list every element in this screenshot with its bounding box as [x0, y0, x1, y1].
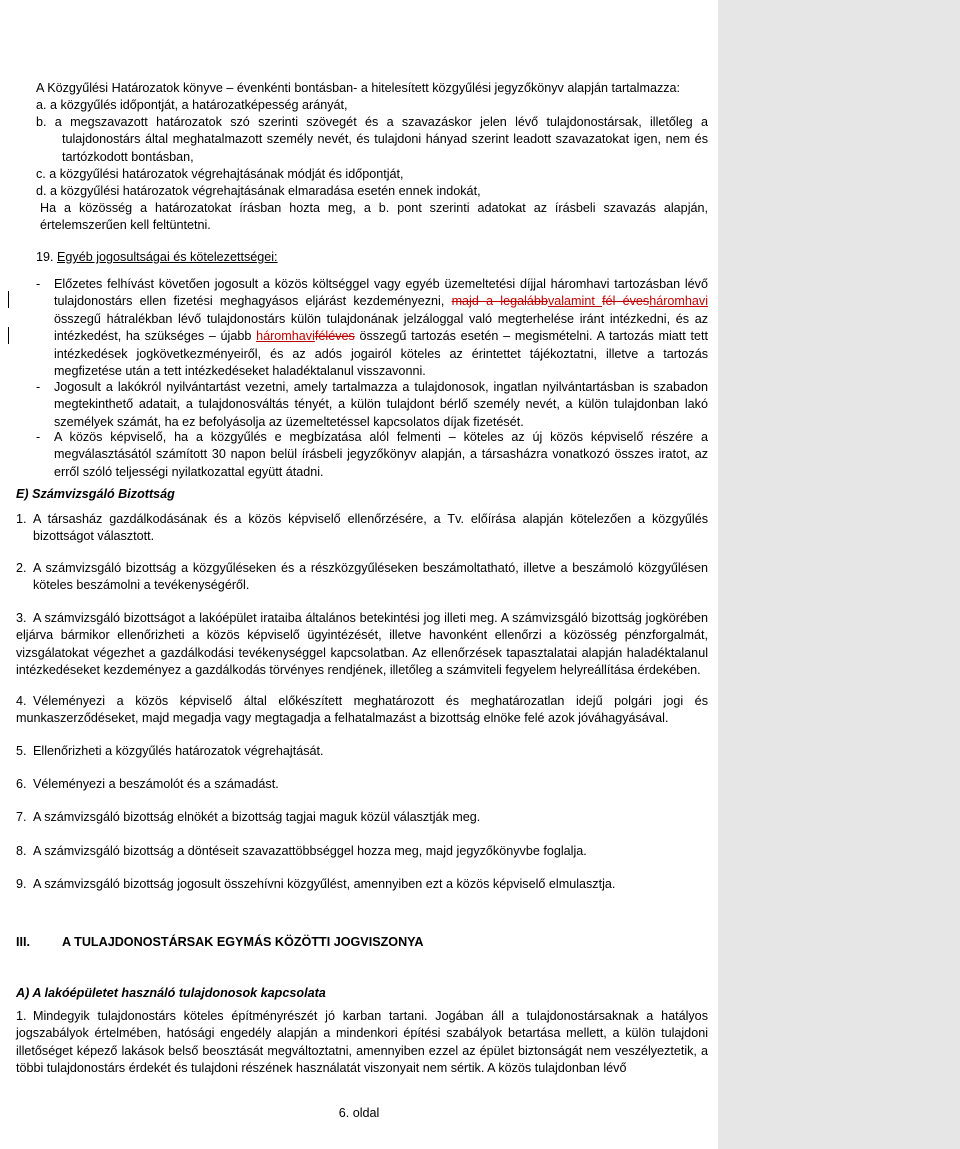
duty-text: Előzetes felhívást követően jogosult a közös költséggel vagy egyéb üzemeltetési díjjal háromhavi tartozásban lévő tulajdonostárs ellen fizetési meghagyásos eljárást kezdeményezni,	[54, 277, 708, 309]
section-a-title: A) A lakóépületet használó tulajdonosok kapcsolata	[16, 986, 326, 1000]
deleted-text: majd a legalább	[451, 294, 548, 309]
section-e-item-3	[16, 610, 708, 680]
item-number: 5.	[16, 744, 27, 758]
item-text: A számvizsgáló bizottság a közgyűléseken és a részközgyűléseken beszámoltatható, illetve a beszámoló közgyűlésen köteles beszámolni a tevékenységéről.	[33, 561, 708, 593]
section-iii-number: III.	[16, 935, 30, 949]
intro-item-d: d. a közgyűlési határozatok végrehajtásának elmaradása esetén ennek indokát,	[36, 184, 481, 198]
dash-marker: -	[36, 277, 41, 291]
intro-item-a: a. a közgyűlés időpontját, a határozatképesség arányát,	[36, 98, 348, 112]
intro-line: A Közgyűlési Határozatok könyve – évenkénti bontásban- a hitelesített közgyűlési jegyzőkönyv alapján tartalmazza:	[36, 81, 681, 95]
duty-text: összegű tartozás esetén – megismételni. A tartozás miatt tett intézkedések jogkövetkezményeiről, és az adós jogairól köteles az érintettet tájékoztatni, illetve a tartozás megfizetése után a tett intézkedéseket haladéktalanul visszavonni.	[54, 329, 708, 379]
duty-text: A közös képviselő, ha a közgyűlés e megbízatása alól felmenti – köteles az új közös képviselő részére a megválasztásától számított 30 napon belül írásbeli jegyzőkönyv alapján, a társasházra vonatkozó összes iratot, az erről szóló teljességi nyilatkozattal együtt átadni.	[54, 430, 708, 479]
section-19-number: 19.	[36, 250, 54, 264]
item-text: A számvizsgáló bizottság elnökét a bizottság tagjai maguk közül választják meg.	[33, 810, 481, 824]
section-e-item-5	[16, 743, 708, 760]
inserted-text: valamint	[547, 294, 603, 309]
item-number: 7.	[16, 810, 27, 824]
item-number: 1.	[16, 1009, 27, 1023]
page-number: 6. oldal	[338, 1106, 380, 1120]
section-e-item-6	[16, 776, 708, 793]
item-number: 9.	[16, 877, 27, 891]
item-text: Ellenőrizheti a közgyűlés határozatok végrehajtását.	[33, 744, 324, 758]
item-text: A társasház gazdálkodásának és a közös képviselő ellenőrzésére, a Tv. előírása alapján kötelezően a közgyűlés bizottságot választott.	[33, 512, 708, 544]
section-e-item-2	[16, 560, 708, 595]
intro-item-b: b. a megszavazott határozatok szó szerinti szövegét és a szavazáskor jelen lévő tulajdonostársak, illetőleg a tulajdonostárs által meghatalmazott személy nevét, és tulajdoni hányad szerint leadott szavazatokat igen, nem és tartózkodott bontásban,	[36, 115, 708, 164]
inserted-text: háromhavi	[649, 294, 709, 309]
duty-text: Jogosult a lakókról nyilvántartást vezetni, amely tartalmazza a tulajdonosok, ingatlan nyilvántartásban is szabadon megtekinthető adatait, a tulajdonosváltás tényét, a külön tulajdont bérlő személy nevét, a külön tulajdonban lakó személyek számát, ha ez befolyásolja az üzemeltetéssel kapcsolatos díjak fizetését.	[54, 380, 708, 429]
section-e-item-1	[16, 511, 708, 546]
item-number: 6.	[16, 777, 27, 791]
item-text: A számvizsgáló bizottságot a lakóépület irataiba általános betekintési jog illeti meg. A számvizsgáló bizottság jogkörében eljárva bármikor ellenőrizheti a közös képviselő ügyintézését, illetve havonként ellenőrzi a közösség pénzforgalmát, vizsgálatokat végezhet a gazdálkodási tevékenységgel kapcsolatban. Az ellenőrzések tapasztalatai alapján haladéktalanul intézkedéseket kezdeményez a gazdálkodás törvényes rendjének, illetőleg a számviteli fegyelem helyreállítása érdekében.	[16, 611, 708, 678]
duty-text: összegű hátralékban lévő tulajdonostárs külön tulajdonának jelzáloggal való megterhelése iránt intézkedni, és az intézkedést, ha szükséges – újabb	[54, 311, 708, 344]
section-e-item-4	[16, 693, 708, 728]
duty-item-2	[36, 379, 708, 431]
item-number: 8.	[16, 844, 27, 858]
item-number: 4.	[16, 694, 27, 708]
section-e-item-7	[16, 809, 708, 826]
item-number: 3.	[16, 611, 27, 625]
deleted-text: féléves	[314, 329, 355, 344]
duty-item-3	[36, 429, 708, 481]
change-bar	[8, 291, 9, 308]
item-text: Véleményezi a közös képviselő által előkészített meghatározott és meghatározatlan idejű polgári jogi és munkaszerződéseket, majd megadja vagy megtagadja a felhatalmazást a bizottság elnöke felé azok jóváhagyásával.	[16, 694, 708, 726]
deleted-text: fél éves	[602, 294, 650, 309]
section-e-title: E) Számvizsgáló Bizottság	[16, 487, 175, 501]
section-iii-title: A TULAJDONOSTÁRSAK EGYMÁS KÖZÖTTI JOGVISZONYA	[62, 935, 424, 949]
dash-marker: -	[36, 380, 41, 394]
section-iii-heading	[16, 934, 708, 951]
change-bar	[8, 327, 9, 344]
comment-margin-pane	[718, 0, 960, 1149]
item-text: Mindegyik tulajdonostárs köteles építményrészét jó karban tartani. Jogában áll a tulajdonostársaknak a hatályos jogszabályok értelmében, hatósági engedély alapján a mindenkori építési szabályok betartása mellett, a külön tulajdoni illetőséget képező lakások belső beosztását megváltoztatni, amennyiben ezzel az épület biztonságát nem veszélyeztetik, a többi tulajdonostárs érdekét és tulajdoni részének használatát viszonyait nem sértik. A közös tulajdonban lévő	[16, 1009, 708, 1076]
section-e-item-9	[16, 876, 708, 893]
intro-item-e: Ha a közösség a határozatokat írásban hozta meg, a b. pont szerinti adatokat az írásbeli szavazás alapján, értelemszerűen kell feltüntetni.	[40, 201, 708, 233]
intro-item-c: c. a közgyűlési határozatok végrehajtásának módját és időpontját,	[36, 167, 404, 181]
item-number: 1.	[16, 512, 27, 526]
item-text: A számvizsgáló bizottság jogosult összehívni közgyűlést, amennyiben ezt a közös képviselő elmulasztja.	[33, 877, 616, 891]
section-19-title: Egyéb jogosultságai és kötelezettségei:	[57, 250, 278, 264]
item-text: Véleményezi a beszámolót és a számadást.	[33, 777, 279, 791]
item-number: 2.	[16, 561, 27, 575]
dash-marker: -	[36, 430, 41, 444]
inserted-text: háromhavi	[256, 329, 315, 344]
section-19-heading	[36, 249, 708, 266]
section-e-item-8	[16, 843, 708, 860]
item-text: A számvizsgáló bizottság a döntéseit szavazattöbbséggel hozza meg, majd jegyzőkönyvbe foglalja.	[33, 844, 587, 858]
duty-item-1	[36, 276, 708, 380]
section-a-item-1	[16, 1008, 708, 1078]
